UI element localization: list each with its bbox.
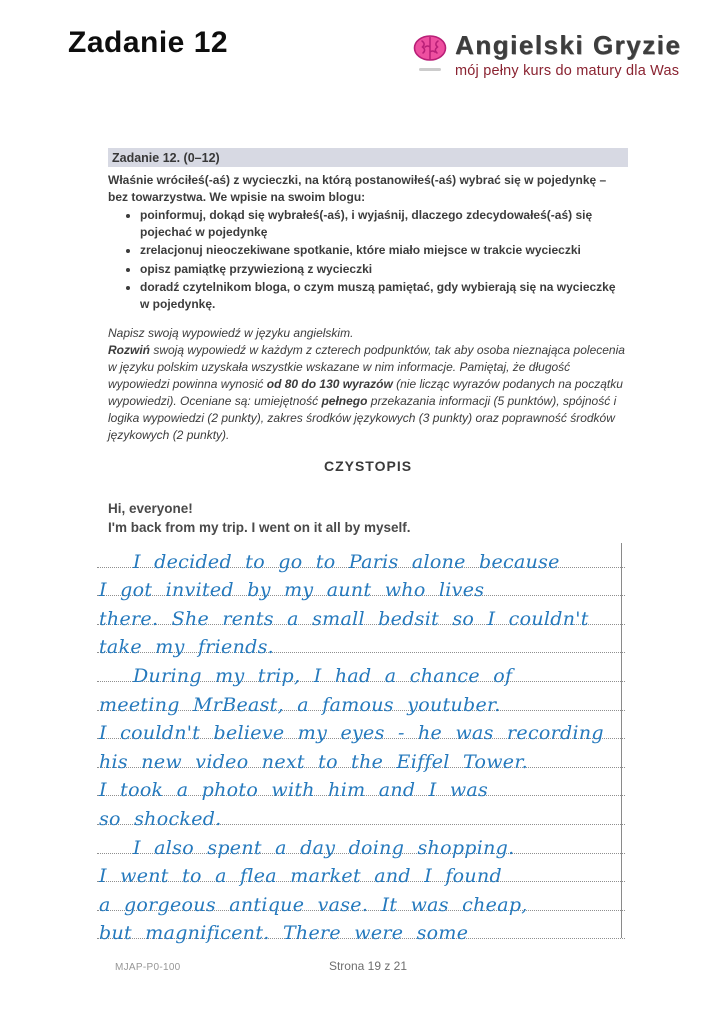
czystopis-heading: CZYSTOPIS [323, 458, 413, 474]
task-bullet: • doradź czytelnikom bloga, o czym muszą pamiętać, gdy wybierają się na wycieczkę w pojedynkę. [140, 279, 628, 312]
task-bullet: • zrelacjonuj nieoczekiwane spotkanie, które miało miejsce w trakcie wycieczki [140, 242, 628, 259]
note-bold: Rozwiń [108, 343, 150, 357]
answer-lines [97, 539, 625, 945]
printed-line: I'm back from my trip. I went on it all by myself. [108, 520, 411, 535]
handwritten-text: there. She rents a small bedsit so I couldn't [99, 607, 589, 630]
handwritten-line [97, 568, 625, 602]
task-number-header: Zadanie 12. (0–12) [108, 148, 628, 167]
handwritten-text: I took a photo with him and I was [99, 779, 489, 802]
note-text: swoją wypowiedź w każdym z czterech podpunktów, tak aby osoba nieznająca polecenia w języku polskim uzyskała wszystkie wskazane w nim informacje. Pamiętaj, że długość wypowiedzi powinna wynosić [108, 343, 625, 391]
handwritten-text: I got invited by my aunt who lives [99, 579, 485, 602]
note-bold: od 80 do 130 wyrazów [266, 377, 393, 391]
handwritten-text: take my friends. [99, 636, 274, 659]
printed-answer-intro [108, 499, 411, 537]
handwritten-line [97, 653, 625, 687]
handwritten-line [97, 625, 625, 659]
page-title: Zadanie 12 [68, 26, 229, 59]
task-bullet: • poinformuj, dokąd się wybrałeś(-aś), i wyjaśnij, dlaczego zdecydowałeś(-aś) się pojechać w pojedynkę [140, 207, 628, 240]
handwritten-text: so shocked. [99, 807, 222, 830]
brain-icon-svg [412, 34, 448, 64]
handwritten-text: his new video next to the Eiffel Tower. [99, 750, 528, 773]
handwritten-text: I couldn't believe my eyes - he was recording [99, 722, 604, 745]
task-intro: Właśnie wróciłeś(-aś) z wycieczki, na którą postanowiłeś(-aś) wybrać się w pojedynkę – bez towarzystwa. We wpisie na swoim blogu: [108, 173, 607, 204]
handwritten-text: I went to a flea market and I found [99, 865, 502, 888]
handwritten-line [97, 911, 625, 945]
logo-text [455, 30, 681, 79]
handwritten-text: During my trip, I had a chance of [133, 664, 513, 687]
handwritten-text: I also spent a day doing shopping. [133, 836, 515, 859]
handwritten-line [97, 682, 625, 716]
handwritten-line [97, 854, 625, 888]
handwritten-line [97, 825, 625, 859]
handwritten-line [97, 539, 625, 573]
exam-code: MJAP-P0-100 [115, 962, 181, 973]
page-number: Strona 19 z 21 [328, 959, 408, 973]
brand-logo [412, 30, 681, 79]
note-text: przekazania informacji (5 punktów), spójność i logika wypowiedzi (2 punkty), zakres środków językowych (3 punkty) oraz poprawność środków językowych (2 punkty). [108, 394, 617, 442]
task-bullet: • opisz pamiątkę przywiezioną z wycieczki [140, 261, 628, 278]
note-bold: pełnego [321, 394, 368, 408]
handwritten-line [97, 711, 625, 745]
task-block [108, 148, 628, 456]
printed-line: Hi, everyone! [108, 501, 193, 516]
brand-name: Angielski Gryzie [455, 30, 682, 60]
task-bullet-list [108, 207, 628, 312]
brain-icon [412, 30, 448, 71]
handwritten-line [97, 768, 625, 802]
handwritten-text: a gorgeous antique vase. It was cheap, [99, 893, 528, 916]
note-text: (nie licząc wyrazów podanych na początku wypowiedzi). Oceniane są: umiejętność [108, 377, 623, 408]
handwritten-line [97, 796, 625, 830]
task-note [108, 325, 628, 444]
handwritten-text: but magnificent. There were some [99, 922, 469, 945]
handwritten-text: meeting MrBeast, a famous youtuber. [99, 693, 501, 716]
handwritten-text: I decided to go to Paris alone because [133, 550, 560, 573]
handwritten-line [97, 739, 625, 773]
note-line1: Napisz swoją wypowiedź w języku angielskim. [108, 326, 354, 340]
brand-tagline: mój pełny kurs do matury dla Was [455, 63, 680, 79]
handwritten-line [97, 882, 625, 916]
brain-underline [419, 68, 441, 71]
answer-area-right-border [621, 543, 622, 938]
handwritten-line [97, 596, 625, 630]
